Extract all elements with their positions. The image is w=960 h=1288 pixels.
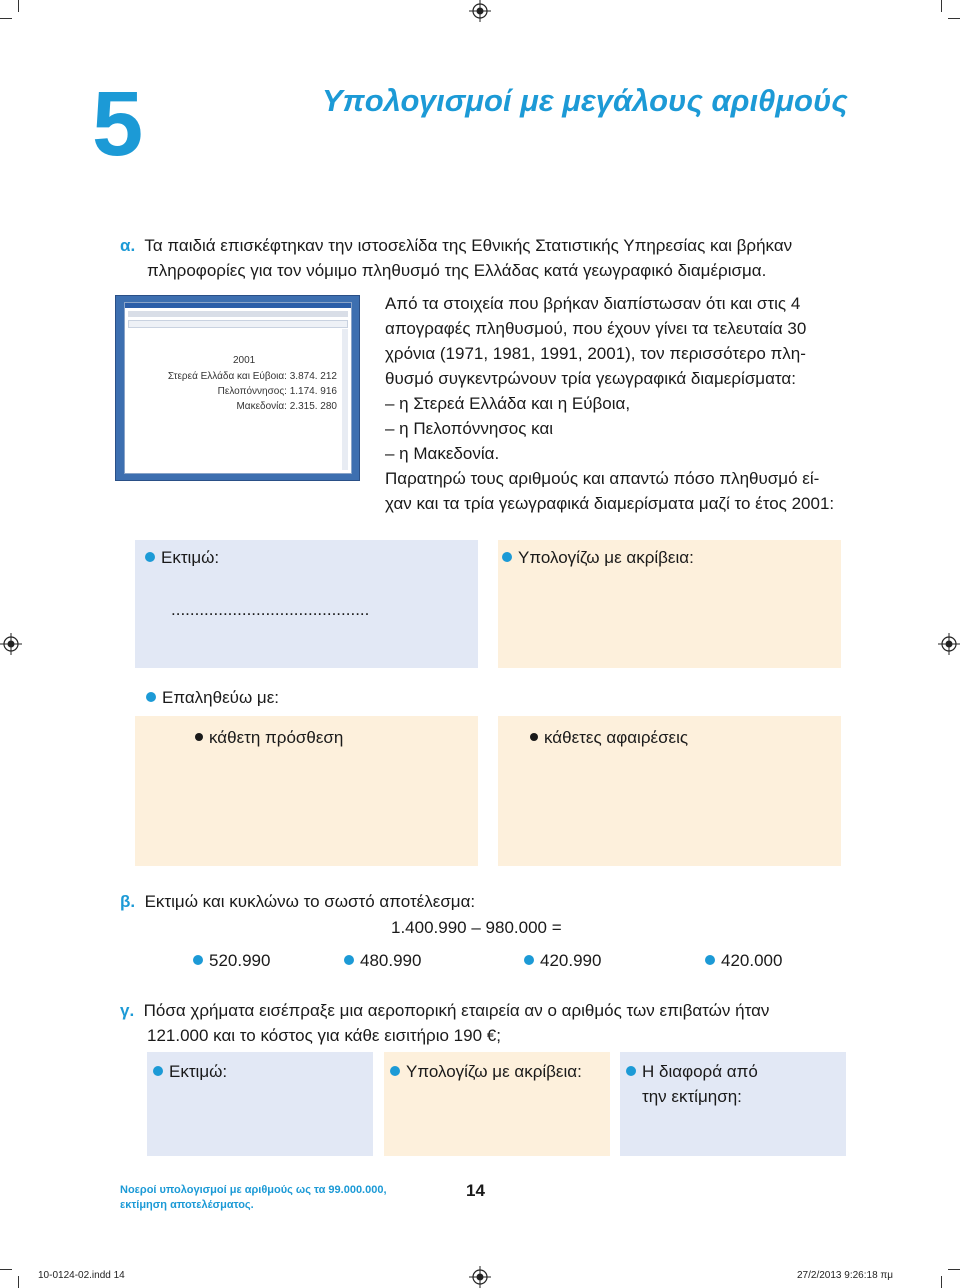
estimate-answer-blank[interactable]: ..........................................	[171, 600, 370, 619]
exact-calculation-box[interactable]	[498, 540, 841, 668]
browser-menu-bar	[128, 311, 348, 317]
footer-topic-note: Νοεροί υπολογισμοί με αριθμούς ως τα 99.000.000, εκτίμηση αποτελέσματος.	[120, 1184, 387, 1211]
crop-mark	[941, 0, 942, 12]
vertical-addition-label: κάθετη πρόσθεση	[195, 725, 343, 750]
bullet-icon	[344, 955, 354, 965]
browser-title-bar	[125, 303, 351, 308]
vertical-subtraction-label: κάθετες αφαιρέσεις	[530, 725, 688, 750]
registration-mark-icon	[938, 633, 960, 655]
bullet-icon	[705, 955, 715, 965]
crop-mark	[948, 1269, 960, 1270]
bullet-icon	[530, 733, 538, 741]
browser-scrollbar	[342, 329, 348, 470]
section-a-line1: Τα παιδιά επισκέφτηκαν την ιστοσελίδα της Εθνικής Στατιστικής Υπηρεσίας και βρήκαν	[144, 236, 793, 255]
bullet-icon	[502, 552, 512, 562]
page-number: 14	[466, 1181, 485, 1200]
answer-option[interactable]: 480.990	[344, 948, 421, 973]
registration-mark-icon	[469, 1266, 491, 1288]
census-row-makedonia: Μακεδονία: 2.315. 280	[236, 401, 337, 412]
section-c-letter: γ.	[120, 1001, 135, 1020]
crop-mark	[18, 0, 19, 12]
bullet-icon	[524, 955, 534, 965]
crop-mark	[941, 1276, 942, 1288]
paragraph-line: Παρατηρώ τους αριθμούς και απαντώ πόσο πληθυσμό εί-	[385, 469, 820, 488]
chapter-title: Υπολογισμοί με μεγάλους αριθμούς	[322, 83, 848, 118]
paragraph-line: χρόνια (1971, 1981, 1991, 2001), τον περισσότερο πλη-	[385, 344, 806, 363]
exact-calculation-label-c: Υπολογίζω με ακρίβεια:	[390, 1059, 582, 1084]
section-c-intro: γ. Πόσα χρήματα εισέπραξε μια αεροπορική εταιρεία αν ο αριθμός των επιβατών ήταν	[120, 1001, 770, 1020]
browser-window	[124, 302, 352, 474]
answer-option[interactable]: 420.000	[705, 948, 782, 973]
paragraph-line: – η Μακεδονία.	[385, 444, 500, 463]
vertical-addition-box[interactable]	[135, 716, 478, 866]
section-c-line2: 121.000 και το κόστος για κάθε εισιτήριο 190 €;	[147, 1026, 501, 1045]
exact-calculation-box-c[interactable]	[384, 1052, 610, 1156]
exact-calculation-label: Υπολογίζω με ακρίβεια:	[502, 545, 694, 570]
crop-mark	[18, 1276, 19, 1288]
bullet-icon	[193, 955, 203, 965]
verify-label: Επαληθεύω με:	[146, 685, 279, 710]
section-a-line2: πληροφορίες για τον νόμιμο πληθυσμό της Ελλάδας κατά γεωγραφικό διαμέρισμα.	[147, 261, 767, 280]
difference-box-c[interactable]	[620, 1052, 846, 1156]
estimate-box-c[interactable]	[147, 1052, 373, 1156]
section-b-expression: 1.400.990 – 980.000 =	[391, 918, 562, 937]
paragraph-line: χαν και τα τρία γεωγραφικά διαμερίσματα μαζί το έτος 2001:	[385, 494, 835, 513]
print-slug-file: 10-0124-02.indd 14	[38, 1270, 125, 1281]
paragraph-line: Από τα στοιχεία που βρήκαν διαπίστωσαν ότι και στις 4	[385, 294, 801, 313]
registration-mark-icon	[469, 0, 491, 22]
section-b-letter: β.	[120, 892, 136, 911]
estimate-box[interactable]	[135, 540, 478, 668]
print-slug-date: 27/2/2013 9:26:18 πμ	[797, 1270, 894, 1281]
bullet-icon	[153, 1066, 163, 1076]
paragraph-line: θυσμό συγκεντρώνουν τρία γεωγραφικά διαμερίσματα:	[385, 369, 796, 388]
bullet-icon	[626, 1066, 636, 1076]
bullet-icon	[145, 552, 155, 562]
paragraph-line: απογραφές πληθυσμού, που έχουν γίνει τα τελευταία 30	[385, 319, 807, 338]
answer-option[interactable]: 520.990	[193, 948, 270, 973]
crop-mark	[0, 18, 12, 19]
estimate-label-c: Εκτιμώ:	[153, 1059, 227, 1084]
vertical-subtraction-box[interactable]	[498, 716, 841, 866]
census-year: 2001	[233, 355, 256, 366]
browser-address-bar	[128, 320, 348, 328]
bullet-icon	[146, 692, 156, 702]
bullet-icon	[390, 1066, 400, 1076]
section-a-letter: α.	[120, 236, 136, 255]
difference-label-c-line2: την εκτίμηση:	[642, 1087, 742, 1106]
paragraph-line: – η Στερεά Ελλάδα και η Εύβοια,	[385, 394, 631, 413]
crop-mark	[0, 1269, 12, 1270]
chapter-number: 5	[92, 73, 142, 175]
estimate-label: Εκτιμώ:	[145, 545, 219, 570]
census-row-sterea: Στερεά Ελλάδα και Εύβοια: 3.874. 212	[167, 371, 337, 382]
section-b-prompt: β. Εκτιμώ και κυκλώνω το σωστό αποτέλεσμα:	[120, 892, 476, 911]
paragraph-line: – η Πελοπόννησος και	[385, 419, 554, 438]
census-row-peloponnisos: Πελοπόννησος: 1.174. 916	[217, 386, 337, 397]
crop-mark	[948, 18, 960, 19]
bullet-icon	[195, 733, 203, 741]
section-a-paragraph	[385, 291, 855, 516]
difference-label-c: Η διαφορά από	[626, 1059, 758, 1084]
answer-option[interactable]: 420.990	[524, 948, 601, 973]
section-a-intro	[120, 233, 792, 258]
statistics-website-screenshot	[115, 295, 360, 481]
registration-mark-icon	[0, 633, 22, 655]
